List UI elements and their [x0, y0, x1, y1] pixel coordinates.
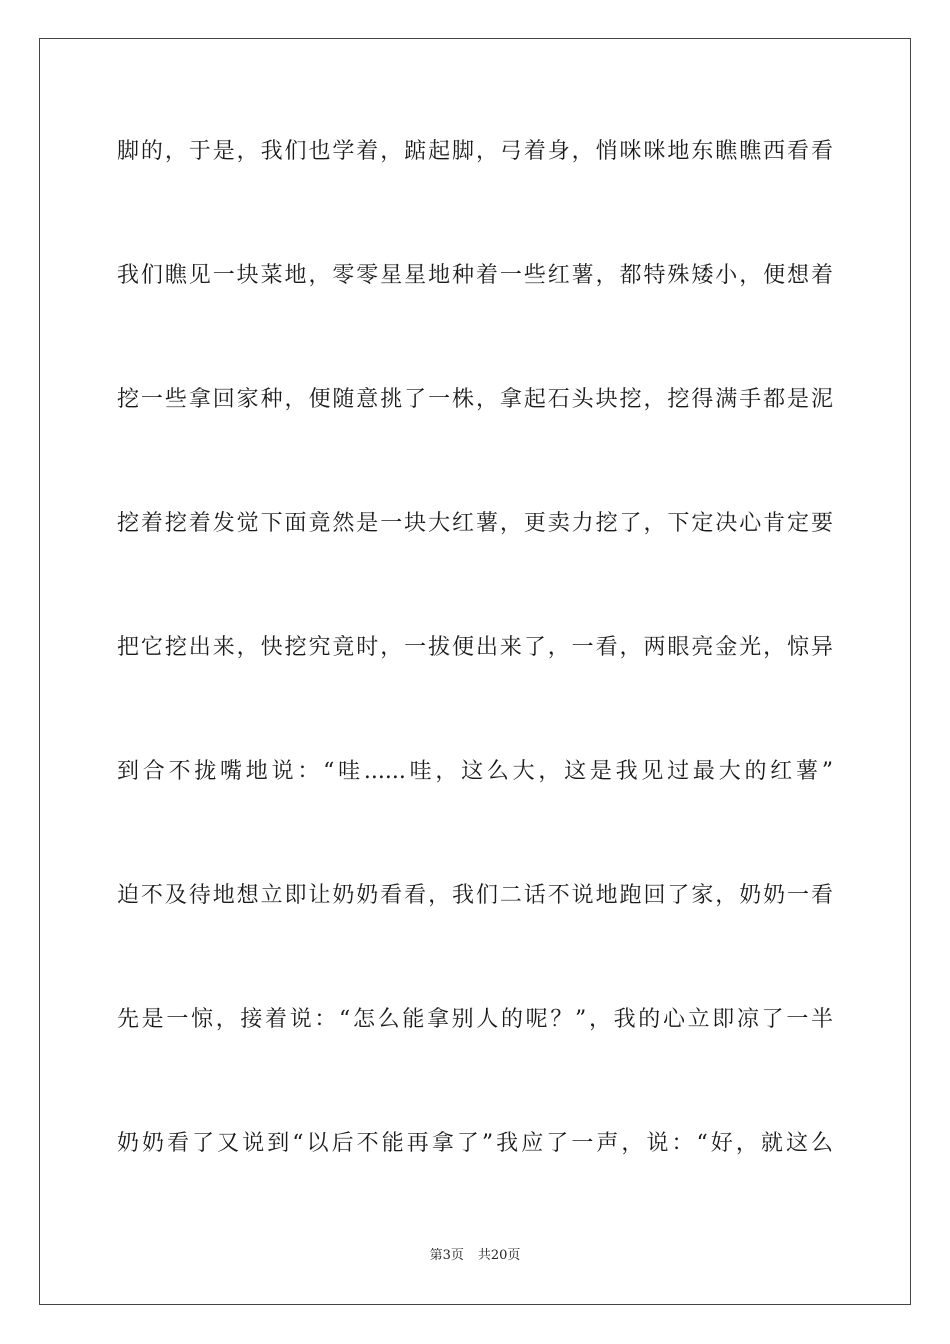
text-line-3: 挖一些拿回家种，便随意挑了一株，拿起石头块挖，挖得满手都是泥 [117, 387, 833, 412]
text-line-1: 脚的，于是，我们也学着，踮起脚，弓着身，悄咪咪地东瞧瞧西看看 [117, 139, 833, 164]
text-line-7: 迫不及待地想立即让奶奶看看，我们二话不说地跑回了家，奶奶一看 [117, 883, 833, 908]
page-footer [0, 1247, 950, 1265]
text-line-8: 先是一惊，接着说：“怎么能拿别人的呢？”，我的心立即凉了一半 [117, 1007, 833, 1032]
text-line-5: 把它挖出来，快挖究竟时，一拔便出来了，一看，两眼亮金光，惊异 [117, 635, 833, 660]
page-total: 共20页 [477, 1248, 521, 1263]
text-line-2: 我们瞧见一块菜地，零零星星地种着一些红薯，都特殊矮小，便想着 [117, 263, 833, 288]
text-line-6: 到合不拢嘴地说：“哇......哇，这么大，这是我见过最大的红薯” [117, 759, 833, 784]
page-border [39, 38, 911, 1305]
text-line-4: 挖着挖着发觉下面竟然是一块大红薯，更卖力挖了，下定决心肯定要 [117, 511, 833, 536]
page-number: 第3页 [429, 1248, 464, 1263]
text-line-9: 奶奶看了又说到“以后不能再拿了”我应了一声，说：“好，就这么 [117, 1131, 833, 1156]
